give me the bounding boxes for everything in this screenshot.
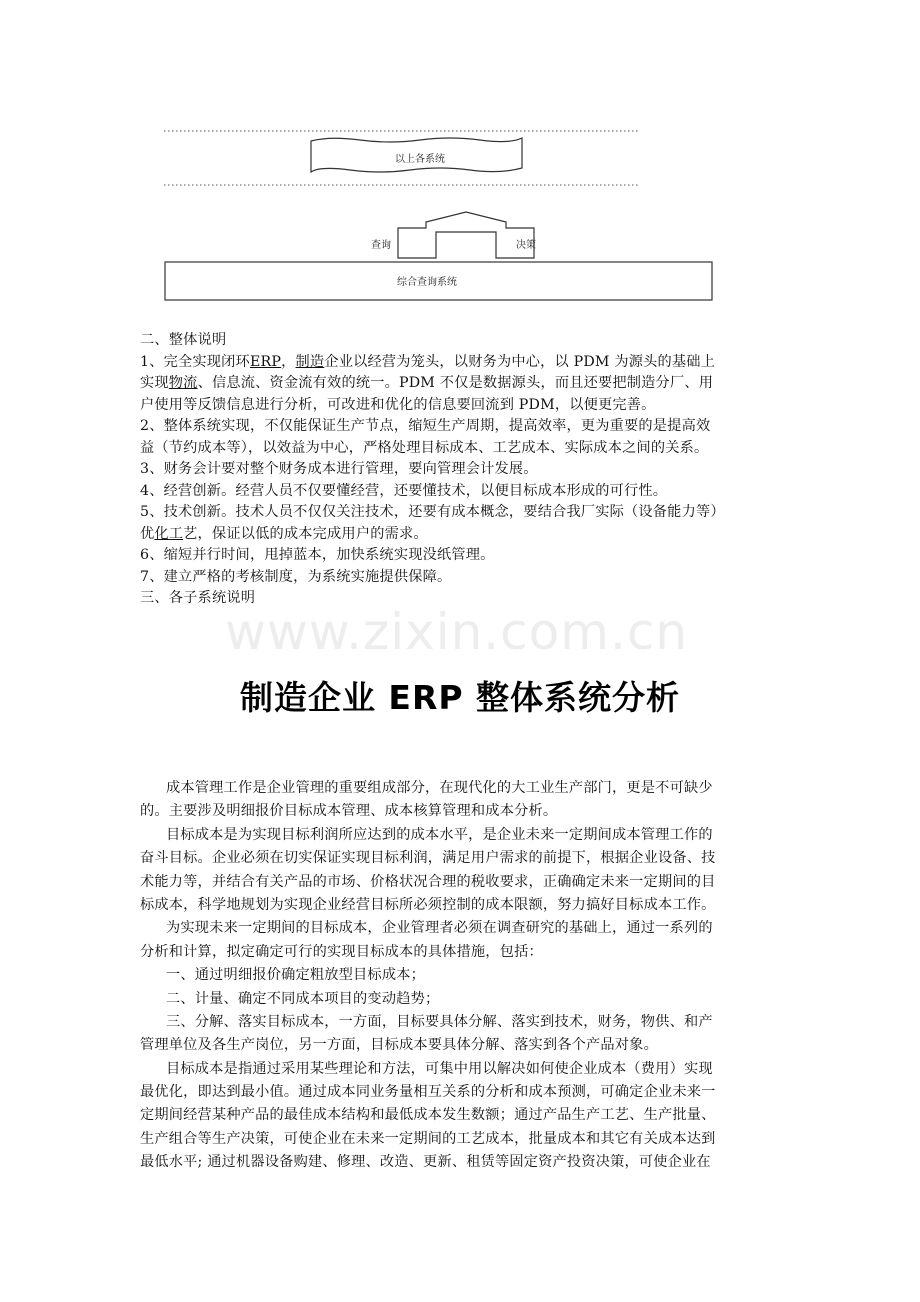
paragraph-line: 管理单位及各生产岗位，另一方面，目标成本要具体分解、落实到各个产品对象。 <box>140 1037 658 1054</box>
item-1-line-2 <box>140 373 783 395</box>
item-1-line-3: 户使用等反馈信息进行分析，可改进和优化的信息要回流到 PDM，以便更完善。 <box>140 396 656 413</box>
link-erp[interactable]: ERP <box>249 353 282 370</box>
link-manufacturing[interactable]: 制造 <box>295 353 325 370</box>
item-4: 4、经营创新。经营人员不仅要懂经营，还要懂技术，以便目标成本形成的可行性。 <box>140 482 668 499</box>
item-7: 7、建立严格的考核制度，为系统实施提供保障。 <box>140 568 452 585</box>
section-heading-subsystems: 三、各子系统说明 <box>140 590 256 606</box>
paragraph-line: 目标成本是指通过采用某些理论和方法，可集中用以解决如何使企业成本（费用）实现 <box>166 1060 713 1077</box>
text: 1、完全实现闭环 <box>140 353 250 370</box>
link-logistics[interactable]: 物流 <box>168 375 198 391</box>
page-title: 制造企业 ERP 整体系统分析 <box>239 678 681 717</box>
paragraph-line: 奋斗目标。企业必须在切实保证实现目标利润，满足用户需求的前提下，根据企业设备、技 <box>140 850 716 867</box>
paragraph-line: 术能力等，并结合有关产品的市场、价格状况合理的税收要求，正确确定未来一定期间的目 <box>140 873 716 890</box>
text: 、信息流、资金流有效的统一。PDM 不仅是数据源头，而且还要把制造分厂、用 <box>197 375 714 391</box>
paragraph-line: 为实现未来一定期间的目标成本，企业管理者必须在调查研究的基础上，通过一系列的 <box>166 920 713 937</box>
text: 优 <box>140 525 155 542</box>
paragraph-line: 标成本，科学地规划为实现企业经营目标所必须控制的成本限额，努力搞好目标成本工作。 <box>140 896 716 913</box>
section-heading-overview: 二、整体说明 <box>140 332 227 348</box>
paragraph-line: 最低水平; 通过机器设备购建、修理、改造、更新、租赁等固定资产投资决策，可使企业在 <box>140 1154 711 1171</box>
item-5-line-1: 5、技术创新。技术人员不仅仅关注技术，还要有成本概念，要结合我厂实际（设备能力等） <box>140 504 725 520</box>
item-5-line-2 <box>140 524 783 546</box>
link-chemical[interactable]: 化工 <box>154 525 184 542</box>
paragraph-line: 生产组合等生产决策，可使企业在未来一定期间的工艺成本，批量成本和其它有关成本达到 <box>140 1130 716 1147</box>
system-diagram <box>0 0 920 320</box>
paragraph-line: 分析和计算，拟定确定可行的实现目标成本的具体措施，包括： <box>140 943 543 960</box>
paragraph-line: 目标成本是为实现目标利润所应达到的成本水平，是企业未来一定期间成本管理工作的 <box>166 826 713 843</box>
paragraph-line: 最优化，即达到最小值。通过成本同业务量相互关系的分析和成本预测，可确定企业未来一 <box>140 1084 716 1101</box>
diagram-decision-label: 决策 <box>516 240 536 251</box>
overview-section <box>140 330 783 610</box>
text: ， <box>281 353 296 370</box>
paragraph-line: 三、分解、落实目标成本，一方面，目标要具体分解、落实到技术，财务，物供、和产 <box>166 1013 713 1030</box>
article-body <box>140 777 783 1175</box>
paragraph-line: 的。主要涉及明细报价目标成本管理、成本核算管理和成本分析。 <box>140 803 558 820</box>
diagram-query-label: 查询 <box>371 240 391 251</box>
text: 企业以经营为笼头，以财务为中心，以 PDM 为源头的基础上 <box>324 353 716 370</box>
text: 实现 <box>140 375 169 391</box>
paragraph-line: 定期间经营某种产品的最佳成本结构和最低成本发生数额；通过产品生产工艺、生产批量、 <box>140 1107 716 1124</box>
item-3: 3、财务会计要对整个财务成本进行管理，要向管理会计发展。 <box>140 461 538 477</box>
item-1-line-1 <box>140 352 783 374</box>
item-2-line-2: 益（节约成本等），以效益为中心，严格处理目标成本、工艺成本、实际成本之间的关系。 <box>140 439 709 456</box>
item-6: 6、缩短并行时间，甩掉蓝本，加快系统实现没纸管理。 <box>140 547 495 563</box>
watermark: www.zixin.com.cn <box>225 603 689 661</box>
text: 艺，保证以低的成本完成用户的需求。 <box>183 525 428 542</box>
paragraph-line: 成本管理工作是企业管理的重要组成部分，在现代化的大工业生产部门，更是不可缺少 <box>166 780 713 796</box>
item-2-line-1: 2、整体系统实现，不仅能保证生产节点，缩短生产周期，提高效率，更为重要的是提高效 <box>140 418 711 434</box>
paragraph-line: 一、通过明细报价确定粗放型目标成本； <box>166 967 425 984</box>
diagram-box-bottom-label: 综合查询系统 <box>397 277 457 288</box>
diagram-graphics <box>0 0 920 320</box>
diagram-box-top-label: 以上各系统 <box>395 154 445 165</box>
paragraph-line: 二、计量、确定不同成本项目的变动趋势； <box>166 990 440 1007</box>
